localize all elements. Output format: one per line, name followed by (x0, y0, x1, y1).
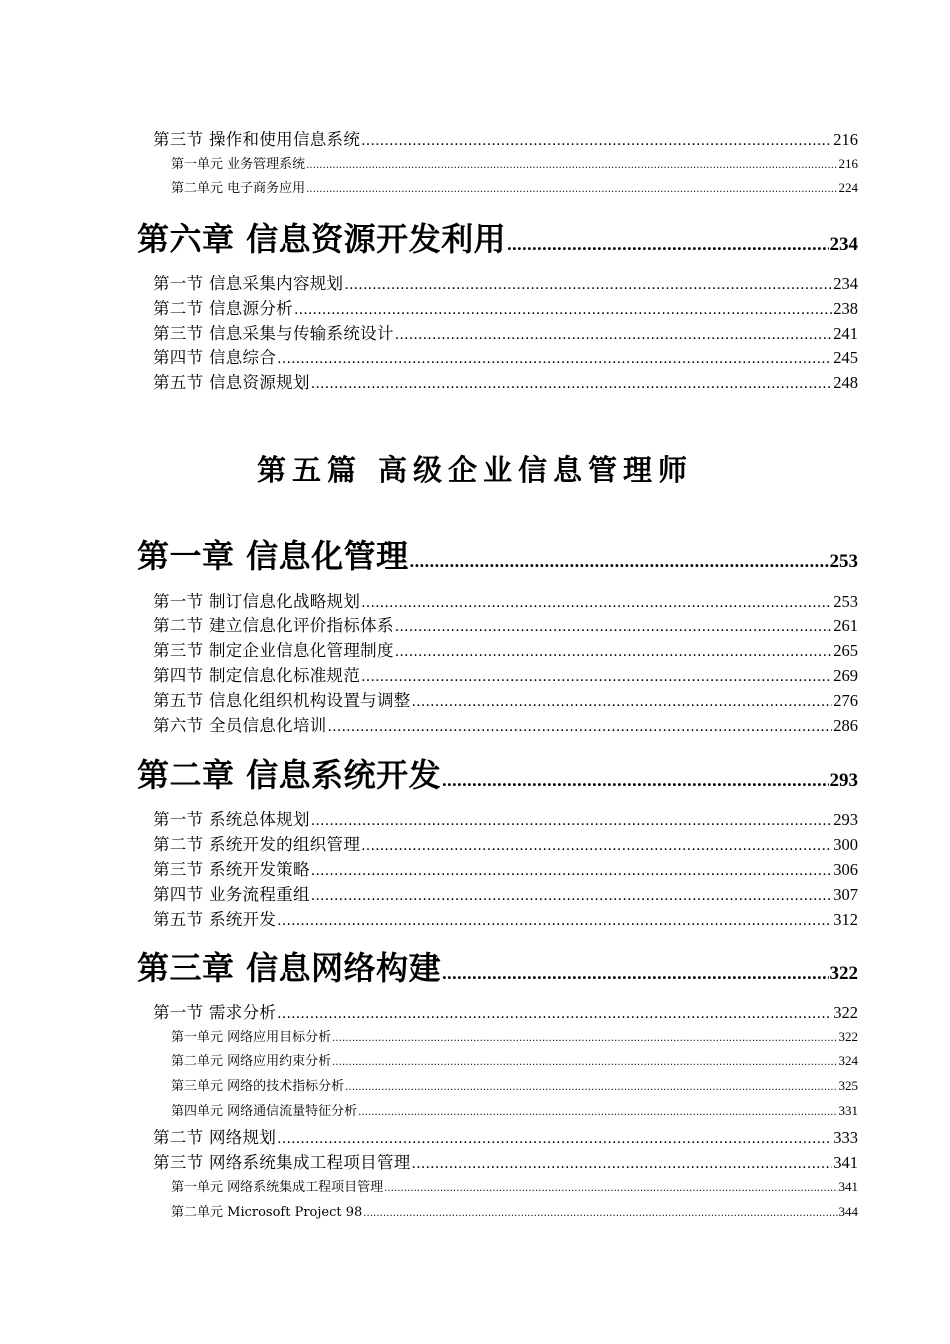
dot-leader (294, 302, 832, 317)
toc-entry-title: 第一节 系统总体规划 (153, 810, 310, 828)
toc-page-number: 341 (838, 1179, 858, 1194)
dot-leader (363, 1208, 837, 1219)
toc-page-number: 341 (833, 1153, 858, 1171)
dot-leader (306, 184, 837, 195)
toc-entry-title: 第六节 全员信息化培训 (153, 716, 327, 734)
toc-part-heading: 第五篇 高级企业信息管理师 (256, 453, 694, 487)
toc-section-entry[interactable] (153, 369, 858, 391)
toc-page-number: 248 (833, 373, 858, 391)
toc-page-number: 286 (833, 716, 858, 734)
dot-leader (395, 619, 833, 634)
toc-page-number: 300 (833, 835, 858, 853)
dot-leader (328, 719, 833, 734)
toc-chapter-title: 第一章 信息化管理 (137, 537, 409, 575)
dot-leader (361, 595, 832, 610)
toc-entry-title: 第三节 信息采集与传输系统设计 (153, 324, 394, 342)
toc-section-entry[interactable] (153, 588, 858, 610)
toc-page-number: 325 (838, 1078, 858, 1093)
dot-leader (311, 863, 833, 878)
toc-page-number: 322 (838, 1029, 858, 1044)
toc-section-entry[interactable] (153, 344, 858, 366)
toc-section-entry[interactable] (153, 881, 858, 903)
dot-leader (395, 327, 833, 342)
toc-entry-title: 第一单元 网络应用目标分析 (171, 1030, 332, 1044)
toc-entry-title: 第三节 操作和使用信息系统 (153, 130, 361, 148)
toc-page-number: 333 (833, 1128, 858, 1146)
dot-leader (277, 1006, 832, 1021)
toc-chapter-title: 第二章 信息系统开发 (137, 756, 442, 794)
toc-page-number: 269 (833, 666, 858, 684)
toc-section-entry[interactable] (153, 712, 858, 734)
toc-page-number: 322 (829, 963, 858, 984)
toc-entry-title: 第四节 制定信息化标准规范 (153, 666, 361, 684)
dot-leader (311, 888, 833, 903)
toc-entry-title: 第二单元 Microsoft Project 98 (171, 1205, 363, 1219)
toc-page-number: 276 (833, 691, 858, 709)
toc-unit-entry[interactable] (171, 1201, 858, 1219)
toc-chapter-entry[interactable] (137, 750, 858, 794)
toc-entry-title: 第二节 信息源分析 (153, 299, 293, 317)
dot-leader (412, 1156, 833, 1171)
toc-unit-entry[interactable] (171, 1050, 858, 1068)
toc-section-entry[interactable] (153, 126, 858, 148)
dot-leader (277, 1131, 832, 1146)
toc-page-number: 261 (833, 616, 858, 634)
dot-leader (332, 1057, 837, 1068)
dot-leader (361, 838, 832, 853)
toc-unit-entry[interactable] (171, 153, 858, 171)
toc-page-number: 253 (833, 592, 858, 610)
toc-entry-title: 第三节 网络系统集成工程项目管理 (153, 1153, 411, 1171)
toc-entry-title: 第一节 需求分析 (153, 1003, 277, 1021)
dot-leader (442, 770, 828, 791)
toc-chapter-entry[interactable] (137, 214, 858, 258)
toc-entry-title: 第一节 制订信息化战略规划 (153, 592, 361, 610)
toc-page-number: 238 (833, 299, 858, 317)
toc-chapter-title: 第三章 信息网络构建 (137, 949, 442, 987)
toc-entry-title: 第二节 系统开发的组织管理 (153, 835, 361, 853)
toc-unit-entry[interactable] (171, 1026, 858, 1044)
toc-entry-title: 第三节 制定企业信息化管理制度 (153, 641, 394, 659)
dot-leader (384, 1183, 837, 1194)
toc-section-entry[interactable] (153, 999, 858, 1021)
dot-leader (311, 376, 833, 391)
dot-leader (361, 133, 832, 148)
toc-section-entry[interactable] (153, 637, 858, 659)
toc-entry-title: 第四节 业务流程重组 (153, 885, 310, 903)
dot-leader (442, 963, 828, 984)
dot-leader (410, 551, 829, 572)
toc-page-number: 322 (833, 1003, 858, 1021)
toc-entry-title: 第二节 网络规划 (153, 1128, 277, 1146)
toc-page-number: 241 (833, 324, 858, 342)
dot-leader (277, 351, 832, 366)
toc-section-entry[interactable] (153, 906, 858, 928)
toc-entry-title: 第一单元 业务管理系统 (171, 157, 306, 171)
toc-section-entry[interactable] (153, 1149, 858, 1171)
toc-page-number: 224 (838, 180, 858, 195)
toc-page-number: 253 (829, 551, 858, 572)
dot-leader (344, 277, 832, 292)
dot-leader (358, 1107, 837, 1118)
toc-entry-title: 第二单元 网络应用约束分析 (171, 1054, 332, 1068)
dot-leader (412, 694, 833, 709)
toc-entry-title: 第一单元 网络系统集成工程项目管理 (171, 1180, 384, 1194)
toc-entry-title: 第二节 建立信息化评价指标体系 (153, 616, 394, 634)
toc-entry-title: 第二单元 电子商务应用 (171, 181, 306, 195)
toc-unit-entry[interactable] (171, 1176, 858, 1194)
dot-leader (311, 813, 833, 828)
toc-page-number: 331 (838, 1103, 858, 1118)
toc-section-entry[interactable] (153, 320, 858, 342)
dot-leader (345, 1082, 837, 1093)
toc-entry-title: 第五节 系统开发 (153, 910, 277, 928)
dot-leader (361, 669, 832, 684)
toc-section-entry[interactable] (153, 270, 858, 292)
toc-section-entry[interactable] (153, 612, 858, 634)
toc-chapter-title: 第六章 信息资源开发利用 (137, 220, 507, 258)
toc-page-number: 216 (833, 130, 858, 148)
toc-page-number: 245 (833, 348, 858, 366)
toc-page-number: 265 (833, 641, 858, 659)
toc-page-number: 324 (838, 1053, 858, 1068)
toc-page-number: 216 (838, 156, 858, 171)
toc-page-number: 234 (829, 234, 858, 255)
toc-unit-entry[interactable] (171, 1100, 858, 1118)
toc-page-number: 312 (833, 910, 858, 928)
toc-section-entry[interactable] (153, 806, 858, 828)
toc-entry-title: 第四节 信息综合 (153, 348, 277, 366)
toc-page-number: 307 (833, 885, 858, 903)
toc-page-number: 234 (833, 274, 858, 292)
dot-leader (306, 160, 837, 171)
toc-section-entry[interactable] (153, 687, 858, 709)
toc-chapter-entry[interactable] (137, 943, 858, 987)
toc-section-entry[interactable] (153, 856, 858, 878)
toc-entry-title: 第三单元 网络的技术指标分析 (171, 1079, 345, 1093)
toc-section-entry[interactable] (153, 295, 858, 317)
toc-unit-entry[interactable] (171, 1075, 858, 1093)
toc-page-number: 344 (838, 1204, 858, 1219)
toc-entry-title: 第三节 系统开发策略 (153, 860, 310, 878)
toc-entry-title: 第一节 信息采集内容规划 (153, 274, 344, 292)
toc-unit-entry[interactable] (171, 177, 858, 195)
toc-entry-title: 第五节 信息资源规划 (153, 373, 310, 391)
toc-entry-title: 第四单元 网络通信流量特征分析 (171, 1104, 358, 1118)
dot-leader (277, 913, 832, 928)
dot-leader (332, 1033, 837, 1044)
toc-page-number: 293 (833, 810, 858, 828)
toc-page-number: 306 (833, 860, 858, 878)
toc-chapter-entry[interactable] (137, 531, 858, 575)
toc-section-entry[interactable] (153, 831, 858, 853)
toc-page-number: 293 (829, 770, 858, 791)
dot-leader (507, 234, 828, 255)
dot-leader (395, 644, 833, 659)
toc-section-entry[interactable] (153, 1124, 858, 1146)
toc-entry-title: 第五节 信息化组织机构设置与调整 (153, 691, 411, 709)
toc-section-entry[interactable] (153, 662, 858, 684)
